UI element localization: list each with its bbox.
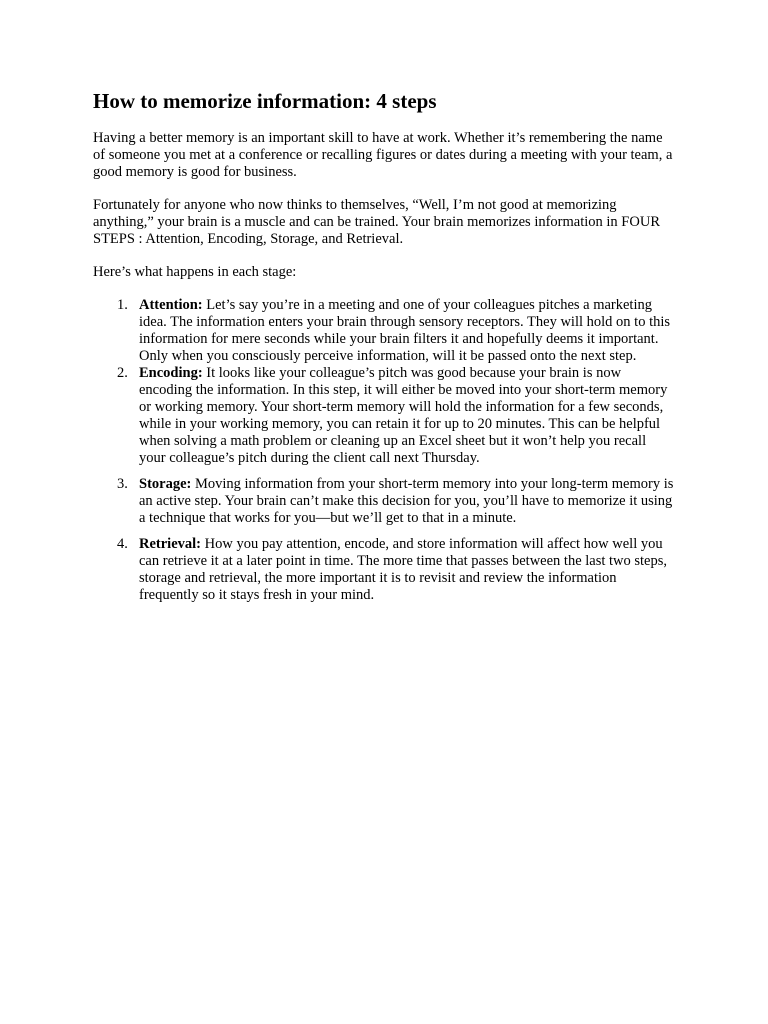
list-item-term: Storage: xyxy=(139,476,192,492)
list-item-number: 2. xyxy=(117,365,128,381)
intro-paragraph: Having a better memory is an important skill to have at work. Whether it’s remembering the name of someone you met at a conference or recalling figures or dates during a meeting with your team, a good memory is good for business. xyxy=(93,130,673,180)
list-item-number: 1. xyxy=(117,297,128,313)
list-item-text: How you pay attention, encode, and store information will affect how well you can retrieve it at a later point in time. The more time that passes between the last two steps, storage and retrieval, the more important it is to revisit and review the information frequently so it stays fresh in your mind. xyxy=(139,536,668,603)
list-item-term: Encoding: xyxy=(139,365,203,381)
page-title: How to memorize information: 4 steps xyxy=(93,89,437,113)
list-item xyxy=(93,365,674,467)
list-item xyxy=(93,536,674,604)
list-item xyxy=(93,297,674,365)
list-item-number: 4. xyxy=(117,536,128,552)
list-item-term: Attention: xyxy=(139,297,203,313)
list-item xyxy=(93,476,674,527)
steps-list xyxy=(93,297,674,604)
list-item-text: It looks like your colleague’s pitch was good because your brain is now encoding the information. In this step, it will either be moved into your short-term memory or working memory. Your short-term memory will hold the information for a few seconds, while in your working memory, you can retain it for up to 20 minutes. This can be helpful when solving a math problem or cleaning up an Excel sheet but it won’t help you recall your colleague’s pitch during the client call next Thursday. xyxy=(139,365,668,466)
stage-intro-paragraph: Here’s what happens in each stage: xyxy=(93,264,297,280)
brain-paragraph: Fortunately for anyone who now thinks to themselves, “Well, I’m not good at memorizing anything,” your brain is a muscle and can be trained. Your brain memorizes information in FOUR STEPS : Attention, Encoding, Storage, and Retrieval. xyxy=(93,197,660,247)
list-item-text: Let’s say you’re in a meeting and one of your colleagues pitches a marketing idea. The information enters your brain through sensory receptors. They will hold on to this information for mere seconds while your brain filters it and hopefully deems it important. Only when you consciously perceive information, will it be passed onto the next step. xyxy=(139,297,671,364)
list-item-number: 3. xyxy=(117,476,128,492)
list-item-text: Moving information from your short-term memory into your long-term memory is an active step. Your brain can’t make this decision for you, you’ll have to memorize it using a technique that works for you—but we’ll get to that in a minute. xyxy=(139,476,674,526)
list-item-term: Retrieval: xyxy=(139,536,201,552)
